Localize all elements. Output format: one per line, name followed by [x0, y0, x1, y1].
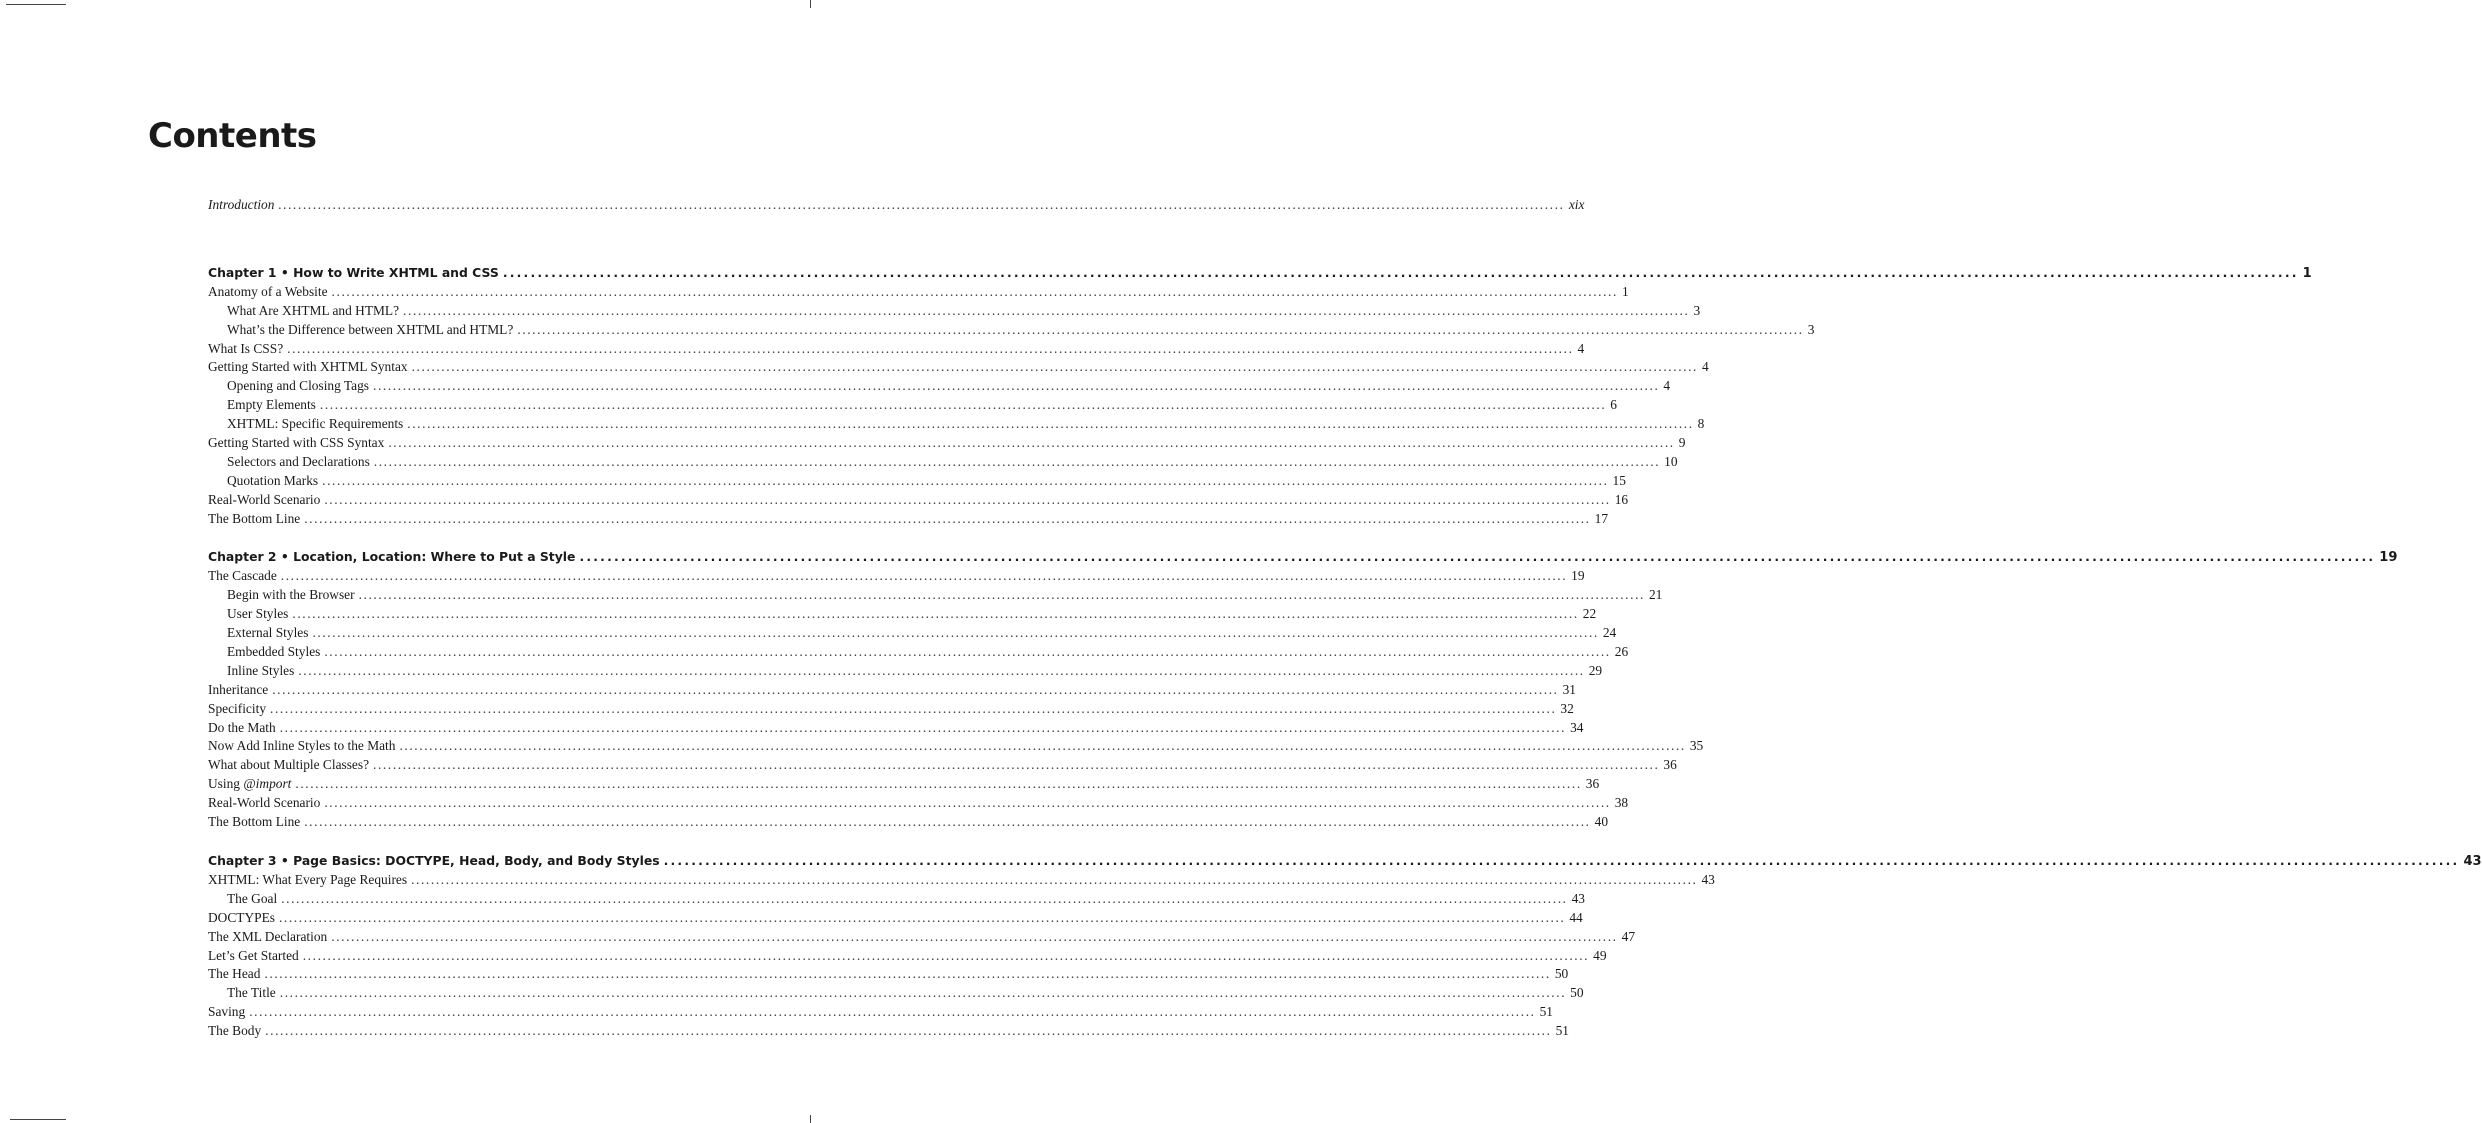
- toc-title: Chapter 3 • Page Basics: DOCTYPE, Head, Body, and Body Styles: [208, 852, 660, 868]
- dot-leader: ....................................................................................................................................................................................................................................................................: [407, 416, 1694, 432]
- toc-chapter-heading[interactable]: [208, 547, 2398, 567]
- dot-leader: ....................................................................................................................................................................................................................................................................: [331, 283, 1618, 299]
- toc-entry[interactable]: [208, 396, 1617, 415]
- crop-mark-top-left: [6, 4, 66, 5]
- toc-page-number: 3: [1693, 302, 1701, 318]
- dot-leader: ....................................................................................................................................................................................................................................................................: [304, 814, 1591, 830]
- toc-page-number: 1: [2302, 265, 2312, 281]
- toc-page-number: 47: [1621, 928, 1636, 944]
- dot-leader: ....................................................................................................................................................................................................................................................................: [411, 359, 1698, 375]
- dot-leader: ....................................................................................................................................................................................................................................................................: [579, 549, 2376, 565]
- toc-page-number: 29: [1588, 662, 1603, 678]
- toc-title: What Are XHTML and HTML?: [227, 302, 400, 318]
- dot-leader: ....................................................................................................................................................................................................................................................................: [322, 472, 1609, 488]
- toc-entry[interactable]: [208, 890, 1585, 909]
- toc-entry[interactable]: [208, 794, 1629, 813]
- dot-leader: ....................................................................................................................................................................................................................................................................: [281, 890, 1568, 906]
- toc-entry[interactable]: [208, 472, 1626, 491]
- dot-leader: ....................................................................................................................................................................................................................................................................: [302, 947, 1590, 963]
- toc-title: Begin with the Browser: [227, 587, 355, 603]
- dot-leader: ....................................................................................................................................................................................................................................................................: [373, 378, 1660, 394]
- dot-leader: ....................................................................................................................................................................................................................................................................: [298, 662, 1585, 678]
- toc-entry[interactable]: [208, 813, 1609, 832]
- toc-page-number: 4: [1702, 359, 1709, 375]
- dot-leader: ....................................................................................................................................................................................................................................................................: [411, 871, 1698, 887]
- toc-chapter-heading[interactable]: [208, 851, 2482, 871]
- dot-leader: ....................................................................................................................................................................................................................................................................: [292, 606, 1579, 622]
- toc-chapter-heading[interactable]: [208, 263, 2312, 283]
- toc-page-number: 6: [1610, 397, 1617, 413]
- section-spacer: [208, 528, 741, 544]
- toc-title: Getting Started with XHTML Syntax: [208, 359, 408, 375]
- toc-entry[interactable]: [208, 700, 1574, 719]
- toc-page-number: 4: [1577, 340, 1585, 356]
- toc-title: DOCTYPEs: [208, 909, 275, 925]
- toc-title: The Goal: [227, 890, 278, 906]
- toc-entry[interactable]: [208, 928, 1636, 947]
- toc-entry[interactable]: [208, 377, 1671, 396]
- toc-entry[interactable]: [208, 434, 1686, 453]
- toc-page-number: 19: [1571, 568, 1585, 584]
- dot-leader: ....................................................................................................................................................................................................................................................................: [319, 397, 1607, 413]
- toc-title: Inheritance: [208, 681, 269, 697]
- dot-leader: ....................................................................................................................................................................................................................................................................: [287, 340, 1574, 356]
- toc-entry[interactable]: [208, 358, 1709, 377]
- toc-title: The Head: [208, 966, 261, 982]
- toc-page-number: 16: [1614, 491, 1629, 507]
- toc-entry[interactable]: [208, 737, 1704, 756]
- toc-title: Opening and Closing Tags: [227, 378, 370, 394]
- toc-page-number: 8: [1697, 416, 1705, 432]
- toc-page-number: 4: [1663, 378, 1671, 394]
- toc-entry[interactable]: [208, 909, 1583, 928]
- dot-leader: ....................................................................................................................................................................................................................................................................: [249, 1004, 1536, 1020]
- toc-page-number: 51: [1539, 1004, 1553, 1020]
- toc-title: XHTML: What Every Page Requires: [208, 871, 408, 887]
- dot-leader: ....................................................................................................................................................................................................................................................................: [304, 510, 1591, 526]
- dot-leader: ....................................................................................................................................................................................................................................................................: [312, 625, 1599, 641]
- toc-title: Real-World Scenario: [208, 491, 321, 507]
- page-title: Contents: [148, 116, 317, 156]
- toc-title: Real-World Scenario: [208, 795, 321, 811]
- toc-page-number: 35: [1689, 738, 1704, 754]
- toc-page-number: 1: [1621, 283, 1629, 299]
- toc-title: External Styles: [227, 625, 309, 641]
- dot-leader: ....................................................................................................................................................................................................................................................................: [373, 757, 1660, 773]
- table-of-contents: [208, 196, 2482, 1041]
- toc-title: Using @import: [208, 776, 292, 792]
- toc-entry[interactable]: [208, 662, 1603, 681]
- dot-leader: ....................................................................................................................................................................................................................................................................: [517, 321, 1804, 337]
- toc-entry[interactable]: [208, 283, 1629, 302]
- toc-entry[interactable]: [208, 605, 1597, 624]
- dot-leader: ....................................................................................................................................................................................................................................................................: [358, 587, 1645, 603]
- toc-title: What’s the Difference between XHTML and HTML?: [227, 321, 514, 337]
- toc-page-number: 34: [1570, 719, 1584, 735]
- toc-title-code: @import: [243, 776, 292, 792]
- toc-entry[interactable]: [208, 510, 1609, 529]
- toc-page-number: 21: [1648, 587, 1663, 603]
- toc-title: XHTML: Specific Requirements: [227, 416, 404, 432]
- toc-title: Getting Started with CSS Syntax: [208, 435, 385, 451]
- toc-entry[interactable]: [208, 491, 1629, 510]
- crop-mark-top-right: [810, 0, 811, 8]
- dot-leader: ....................................................................................................................................................................................................................................................................: [264, 966, 1551, 982]
- dot-leader: ....................................................................................................................................................................................................................................................................: [295, 776, 1582, 792]
- toc-title: The Bottom Line: [208, 814, 301, 830]
- toc-page-number: 24: [1602, 625, 1617, 641]
- toc-title: The XML Declaration: [208, 928, 328, 944]
- toc-entry[interactable]: [208, 775, 1600, 794]
- toc-title: The Cascade: [208, 568, 277, 584]
- toc-title: Inline Styles: [227, 662, 295, 678]
- toc-page-number: 26: [1614, 644, 1629, 660]
- toc-page-number: 44: [1569, 909, 1583, 925]
- toc-title: Do the Math: [208, 719, 276, 735]
- toc-page-number: 36: [1585, 776, 1600, 792]
- toc-page-number: 19: [2379, 550, 2398, 566]
- dot-leader: ....................................................................................................................................................................................................................................................................: [388, 435, 1675, 451]
- toc-title: The Body: [208, 1023, 262, 1039]
- toc-title: Let’s Get Started: [208, 947, 299, 963]
- toc-title: User Styles: [227, 606, 289, 622]
- toc-page-number: 15: [1612, 472, 1626, 488]
- dot-leader: ....................................................................................................................................................................................................................................................................: [278, 197, 1565, 212]
- toc-title: What about Multiple Classes?: [208, 757, 370, 773]
- dot-leader: ....................................................................................................................................................................................................................................................................: [279, 719, 1567, 735]
- toc-title: The Title: [227, 985, 276, 1001]
- toc-page-number: 43: [1571, 890, 1585, 906]
- toc-entry[interactable]: [208, 624, 1617, 643]
- toc-entry[interactable]: [208, 453, 1678, 472]
- toc-entry[interactable]: [208, 871, 1715, 890]
- dot-leader: ....................................................................................................................................................................................................................................................................: [663, 852, 2460, 868]
- dot-leader: ....................................................................................................................................................................................................................................................................: [324, 644, 1611, 660]
- toc-entry[interactable]: [208, 756, 1677, 775]
- toc-title: Empty Elements: [227, 397, 316, 413]
- toc-title: Specificity: [208, 700, 267, 716]
- toc-title: Anatomy of a Website: [208, 283, 328, 299]
- toc-page-number: 22: [1582, 606, 1597, 622]
- toc-title: Introduction: [208, 197, 275, 212]
- section-spacer: [208, 215, 741, 260]
- toc-title: Selectors and Declarations: [227, 453, 370, 469]
- toc-page-number: 31: [1562, 681, 1576, 697]
- toc-entry[interactable]: [208, 984, 1584, 1003]
- toc-page-number: 3: [1807, 321, 1815, 337]
- dot-leader: ....................................................................................................................................................................................................................................................................: [279, 985, 1567, 1001]
- toc-page-number: 9: [1678, 435, 1686, 451]
- toc-title: The Bottom Line: [208, 510, 301, 526]
- dot-leader: ....................................................................................................................................................................................................................................................................: [280, 568, 1568, 584]
- toc-entry[interactable]: [208, 321, 1815, 340]
- toc-page-number: 38: [1614, 795, 1629, 811]
- dot-leader: ....................................................................................................................................................................................................................................................................: [399, 738, 1686, 754]
- toc-entry[interactable]: [208, 1022, 1569, 1041]
- toc-page-number: 32: [1560, 700, 1574, 716]
- toc-page-number: 51: [1555, 1023, 1569, 1039]
- toc-entry[interactable]: [208, 302, 1701, 321]
- toc-title: Embedded Styles: [227, 644, 321, 660]
- toc-entry[interactable]: [208, 586, 1663, 605]
- dot-leader: ....................................................................................................................................................................................................................................................................: [324, 795, 1611, 811]
- toc-title: Quotation Marks: [227, 472, 319, 488]
- toc-title: Chapter 1 • How to Write XHTML and CSS: [208, 264, 499, 280]
- toc-introduction[interactable]: [208, 196, 1585, 215]
- toc-title: What Is CSS?: [208, 340, 284, 356]
- dot-leader: ....................................................................................................................................................................................................................................................................: [265, 1023, 1552, 1039]
- toc-entry[interactable]: [208, 1003, 1553, 1022]
- section-spacer: [208, 832, 741, 848]
- toc-entry[interactable]: [208, 567, 1585, 586]
- toc-page-number: 50: [1570, 985, 1584, 1001]
- toc-entry[interactable]: [208, 340, 1585, 359]
- toc-title: Now Add Inline Styles to the Math: [208, 738, 396, 754]
- toc-page-number: 10: [1664, 453, 1678, 469]
- dot-leader: ....................................................................................................................................................................................................................................................................: [373, 453, 1661, 469]
- dot-leader: ....................................................................................................................................................................................................................................................................: [403, 302, 1690, 318]
- toc-entry[interactable]: [208, 947, 1607, 966]
- toc-title: Chapter 2 • Location, Location: Where to Put a Style: [208, 549, 576, 565]
- dot-leader: ....................................................................................................................................................................................................................................................................: [278, 909, 1566, 925]
- dot-leader: ....................................................................................................................................................................................................................................................................: [324, 491, 1611, 507]
- toc-page-number: 17: [1594, 510, 1609, 526]
- dot-leader: ....................................................................................................................................................................................................................................................................: [331, 928, 1618, 944]
- crop-mark-bottom-right: [810, 1115, 811, 1123]
- toc-page-number: xix: [1568, 197, 1585, 212]
- dot-leader: ....................................................................................................................................................................................................................................................................: [270, 700, 1557, 716]
- toc-page-number: 40: [1594, 814, 1609, 830]
- toc-page-number: 36: [1663, 757, 1677, 773]
- dot-leader: ....................................................................................................................................................................................................................................................................: [272, 681, 1559, 697]
- toc-entry[interactable]: [208, 965, 1569, 984]
- toc-entry[interactable]: [208, 681, 1576, 700]
- toc-entry[interactable]: [208, 415, 1705, 434]
- dot-leader: ....................................................................................................................................................................................................................................................................: [502, 264, 2299, 280]
- toc-page-number: 50: [1554, 966, 1569, 982]
- toc-entry[interactable]: [208, 643, 1629, 662]
- toc-page-number: 49: [1593, 947, 1607, 963]
- toc-page-number: 43: [1701, 871, 1715, 887]
- toc-entry[interactable]: [208, 719, 1584, 738]
- toc-title: Saving: [208, 1004, 246, 1020]
- toc-page-number: 43: [2463, 853, 2482, 869]
- crop-mark-bottom-left: [10, 1119, 66, 1120]
